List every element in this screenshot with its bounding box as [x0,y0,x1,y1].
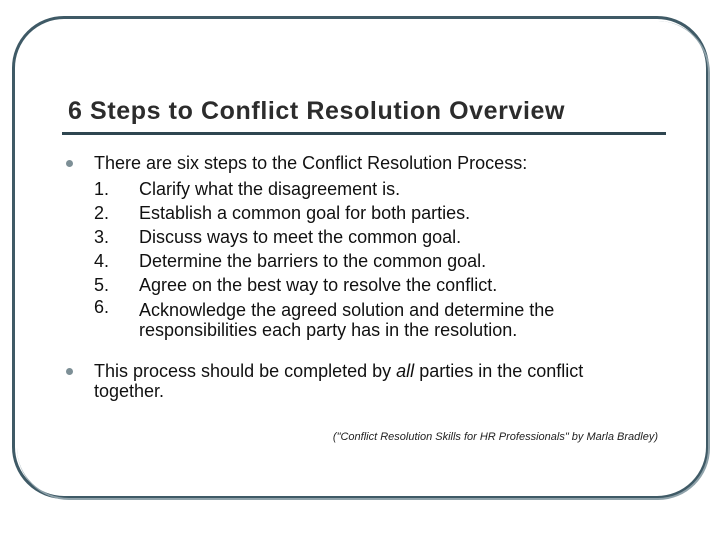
step-text: Acknowledge the agreed solution and determine the responsibilities each party has in the resolution. [139,300,555,340]
step-number: 5. [94,275,110,295]
bullet-dot-icon [66,160,73,167]
title-divider [62,132,666,135]
step-text: Discuss ways to meet the common goal. [139,227,462,247]
step-number: 3. [94,227,110,247]
steps-list [94,177,609,340]
closing-text-before: This process should be completed by [94,361,397,381]
step-text: Agree on the best way to resolve the conflict. [139,275,498,295]
closing-text-after: parties in the conflict together. [94,361,584,401]
intro-text: There are six steps to the Conflict Resolution Process: [94,153,528,173]
step-item [94,177,609,201]
step-item [94,225,609,249]
bullet-dot-icon [66,368,73,375]
source-citation: ("Conflict Resolution Skills for HR Professionals" by Marla Bradley) [332,431,658,443]
slide-title: 6 Steps to Conflict Resolution Overview [68,97,566,125]
step-number: 6. [94,297,110,317]
step-item [94,273,609,297]
closing-emphasis: all [396,361,415,381]
closing-bullet [94,361,654,401]
step-number: 4. [94,251,110,271]
step-number: 1. [94,179,110,199]
step-item [94,297,609,340]
intro-bullet [94,153,527,173]
step-number: 2. [94,203,110,223]
step-text: Clarify what the disagreement is. [139,179,401,199]
step-item [94,201,609,225]
step-text: Establish a common goal for both parties. [139,203,471,223]
step-item [94,249,609,273]
step-text: Determine the barriers to the common goal. [139,251,487,271]
